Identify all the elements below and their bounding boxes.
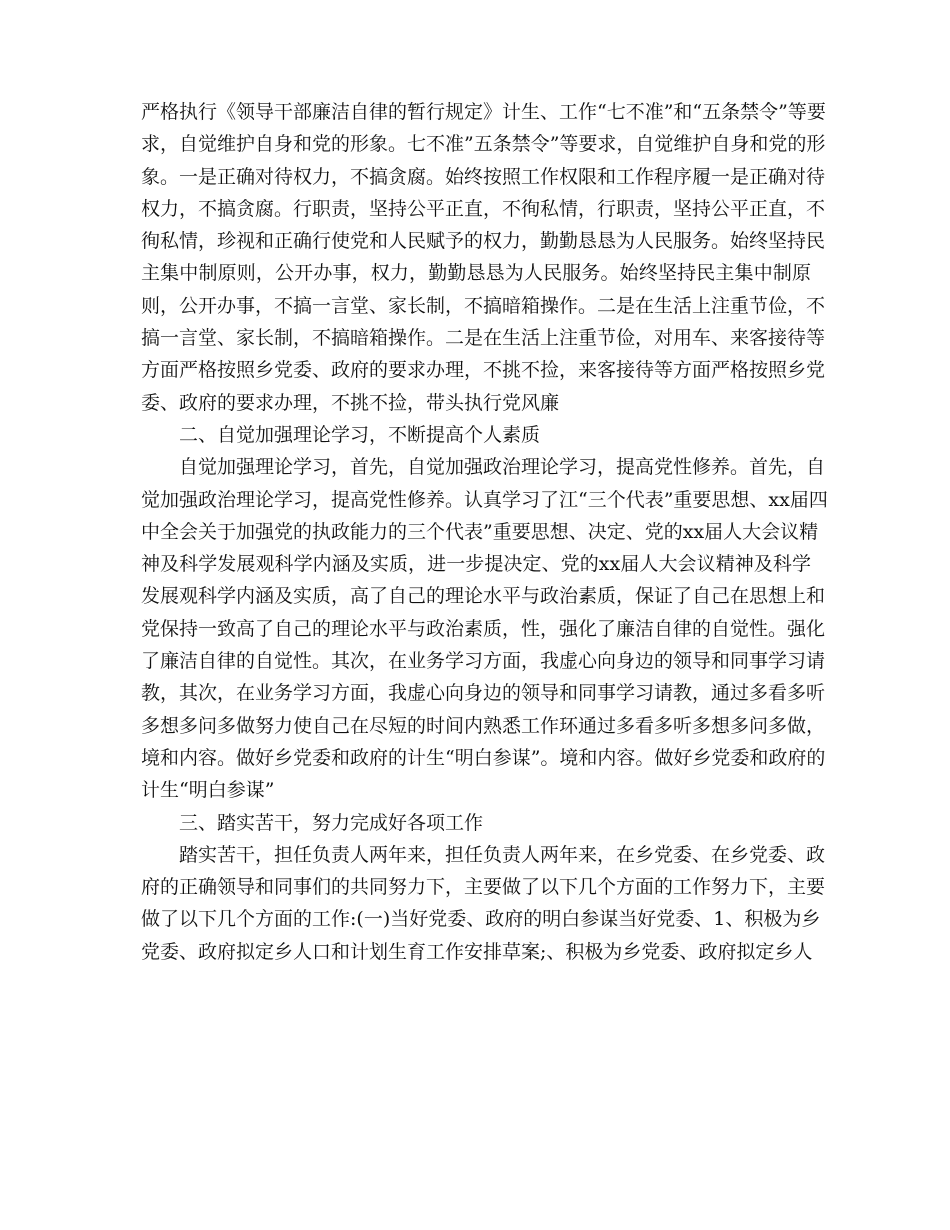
paragraph-line: 多想多问多做努力使自己在尽短的时间内熟悉工作环通过多看多听多想多问多做， [141,714,826,737]
paragraph-line: 计生“明白参谋” [141,779,275,802]
paragraph-line: 府的正确领导和同事们的共同努力下，主要做了以下几个方面的工作努力下，主要 [141,876,826,899]
paragraph-line: 中全会关于加强党的执政能力的三个代表”重要思想、决定、党的xx届人大会议精 [141,520,819,543]
paragraph-line: 求，自觉维护自身和党的形象。七不准”五条禁令”等要求，自觉维护自身和党的形 [141,133,826,156]
paragraph-line: 境和内容。做好乡党委和政府的计生“明白参谋”。境和内容。做好乡党委和政府的 [141,746,826,769]
paragraph-line: 做了以下几个方面的工作:(一)当好党委、政府的明白参谋当好党委、1、积极为乡 [141,908,821,931]
paragraph-line: 权力，不搞贪腐。行职责，坚持公平正直，不徇私情，行职责，坚持公平正直，不 [141,197,826,220]
paragraph-line: 觉加强政治理论学习，提高党性修养。认真学习了江“三个代表”重要思想、xx届四 [141,488,828,511]
paragraph-line: 发展观科学内涵及实质，高了自己的理论水平与政治素质，保证了自己在思想上和 [141,585,826,608]
paragraph-line: 神及科学发展观科学内涵及实质，进一步提决定、党的xx届人大会议精神及科学 [141,553,811,576]
paragraph-line: 了廉洁自律的自觉性。其次，在业务学习方面，我虚心向身边的领导和同事学习请 [141,650,826,673]
paragraph-line: 自觉加强理论学习，首先，自觉加强政治理论学习，提高党性修养。首先，自 [179,456,826,479]
section-heading: 二、自觉加强理论学习，不断提高个人素质 [179,423,541,446]
paragraph-line: 则，公开办事，不搞一言堂、家长制，不搞暗箱操作。二是在生活上注重节俭，不 [141,294,826,317]
paragraph-line: 象。一是正确对待权力，不搞贪腐。始终按照工作权限和工作程序履一是正确对待 [141,165,826,188]
paragraph-line: 严格执行《领导干部廉洁自律的暂行规定》计生、工作“七不准”和“五条禁令”等要 [141,101,826,123]
paragraph-line: 委、政府的要求办理，不挑不捡，带头执行党风廉 [141,391,560,414]
paragraph-line: 主集中制原则，公开办事，权力，勤勤恳恳为人民服务。始终坚持民主集中制原 [141,262,811,285]
paragraph-line: 搞一言堂、家长制，不搞暗箱操作。二是在生活上注重节俭，对用车、来客接待等 [141,327,826,350]
paragraph-line: 党委、政府拟定乡人口和计划生育工作安排草案;、积极为乡党委、政府拟定乡人 [141,940,813,963]
paragraph-line: 踏实苦干，担任负责人两年来，担任负责人两年来，在乡党委、在乡党委、政 [179,843,826,866]
paragraph-line: 徇私情，珍视和正确行使党和人民赋予的权力，勤勤恳恳为人民服务。始终坚持民 [141,230,826,253]
paragraph-line: 方面严格按照乡党委、政府的要求办理，不挑不捡，来客接待等方面严格按照乡党 [141,359,826,382]
paragraph-line: 教，其次，在业务学习方面，我虚心向身边的领导和同事学习请教，通过多看多听 [141,682,826,705]
paragraph-line: 党保持一致高了自己的理论水平与政治素质，性，强化了廉洁自律的自觉性。强化 [141,617,826,640]
document-page [141,96,828,968]
section-heading: 三、踏实苦干，努力完成好各项工作 [179,811,484,834]
